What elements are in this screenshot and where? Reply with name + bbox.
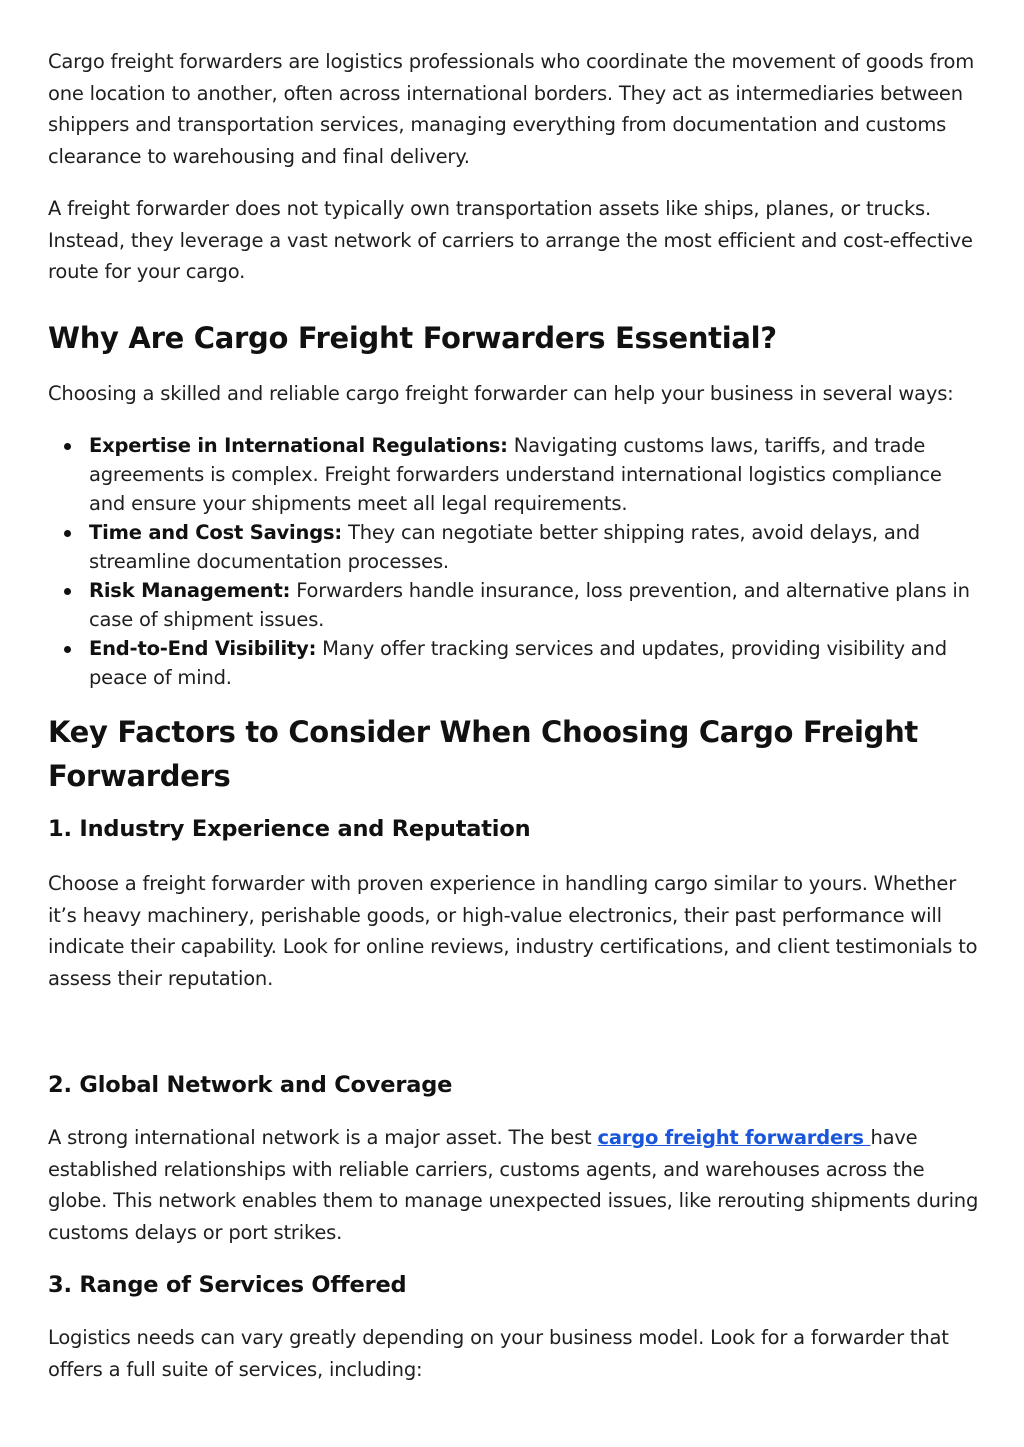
section-2-title: 2. Global Network and Coverage — [48, 1072, 453, 1098]
why-heading: Why Are Cargo Freight Forwarders Essential? — [48, 320, 777, 355]
benefit-item — [89, 576, 983, 634]
why-lead-paragraph: Choosing a skilled and reliable cargo freight forwarder can help your business in several ways: — [48, 381, 954, 405]
section-2-body-before: A strong international network is a major asset. The best — [48, 1126, 598, 1149]
intro-paragraph-1: Cargo freight forwarders are logistics professionals who coordinate the movement of goods from one location to another, often across international borders. They act as intermediaries between shippers and transportation services, managing everything from documentation and customs clearance to warehousing and final delivery. — [48, 50, 975, 168]
benefit-text: Many offer tracking services and updates, providing visibility and peace of mind. — [89, 637, 947, 689]
benefit-item — [89, 431, 983, 518]
section-1-body: Choose a freight forwarder with proven experience in handling cargo similar to yours. Whether it’s heavy machinery, perishable goods, or high-value electronics, their past performance will indicate their capability. Look for online reviews, industry certifications, and client testimonials to assess their reputation. — [48, 872, 978, 990]
key-factors-heading: Key Factors to Consider When Choosing Cargo Freight Forwarders — [48, 715, 918, 793]
benefit-term: Expertise in International Regulations: — [89, 434, 508, 457]
benefit-term: End-to-End Visibility: — [89, 637, 317, 660]
section-3-title: 3. Range of Services Offered — [48, 1272, 407, 1298]
article — [48, 46, 983, 1385]
benefits-list — [48, 431, 983, 692]
benefit-term: Risk Management: — [89, 579, 291, 602]
benefit-term: Time and Cost Savings: — [89, 521, 342, 544]
cargo-freight-forwarders-link[interactable]: cargo freight forwarders — [597, 1126, 871, 1149]
benefit-text: They can negotiate better shipping rates, avoid delays, and streamline documentation processes. — [89, 521, 920, 573]
intro-paragraph-2: A freight forwarder does not typically own transportation assets like ships, planes, or trucks. Instead, they leverage a vast network of carriers to arrange the most efficient and cost-effective route for your cargo. — [48, 197, 973, 283]
benefit-item — [89, 518, 983, 576]
section-3-body: Logistics needs can vary greatly depending on your business model. Look for a forwarder that offers a full suite of services, including: — [48, 1326, 949, 1381]
benefit-item — [89, 634, 983, 692]
benefit-text: Forwarders handle insurance, loss prevention, and alternative plans in case of shipment issues. — [89, 579, 970, 631]
section-1-title: 1. Industry Experience and Reputation — [48, 816, 531, 842]
benefit-text: Navigating customs laws, tariffs, and trade agreements is complex. Freight forwarders understand international logistics compliance and ensure your shipments meet all legal requirements. — [89, 434, 942, 515]
section-2-body-after: have established relationships with reliable carriers, customs agents, and warehouses across the globe. This network enables them to manage unexpected issues, like rerouting shipments during customs delays or port strikes. — [48, 1126, 979, 1244]
section-2-body — [48, 1122, 983, 1248]
